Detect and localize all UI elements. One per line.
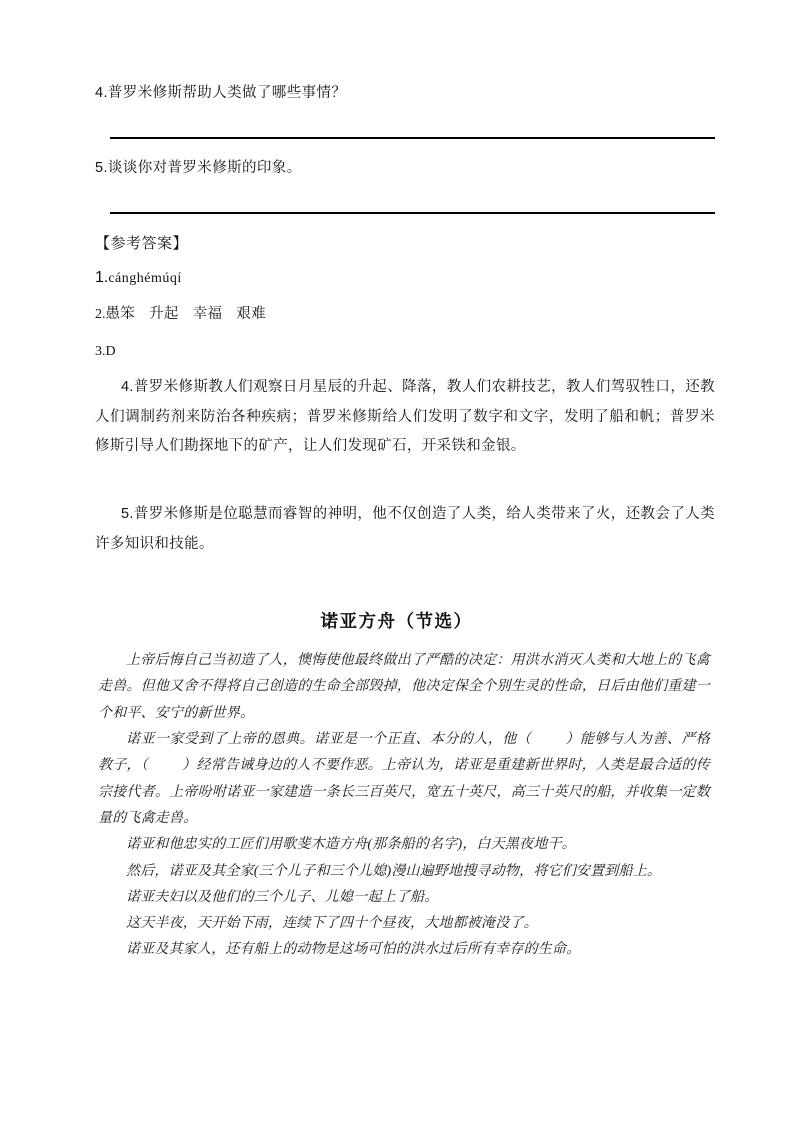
question-4-body: 普罗米修斯帮助人类做了哪些事情？ (107, 85, 347, 101)
answer-2-word-2: 升起 (149, 306, 179, 322)
answer-2-number: 2. (95, 307, 106, 322)
question-5-body: 谈谈你对普罗米修斯的印象。 (107, 160, 302, 176)
answer-item-2 (95, 303, 715, 326)
passage-paragraph-4: 然后，诺亚及其全家(三个儿子和三个儿媳)漫山遍野地搜寻动物，将它们安置到船上。 (126, 863, 662, 879)
passage-paragraph-6: 这天半夜，天开始下雨，连续下了四十个昼夜，大地都被淹没了。 (126, 916, 538, 932)
answer-1-pinyin-2: hé (136, 271, 151, 286)
answer-rule-4 (110, 137, 715, 139)
answer-2-word-4: 艰难 (236, 306, 266, 322)
question-5-number: 5. (95, 160, 108, 176)
question-4-number: 4. (95, 85, 108, 101)
reference-answer-heading: 【参考答案】 (95, 235, 189, 252)
passage-paragraph-3: 诺亚和他忠实的工匠们用歌斐木造方舟(那条船的名字)，白天黑夜地干。 (126, 837, 576, 853)
answer-3-choice: D (105, 344, 116, 359)
answer-4-text: 普罗米修斯教人们观察日月星辰的升起、降落，教人们农耕技艺，教人们驾驭牲口，还教人们调制药剂来防治各种疾病；普罗米修斯给人们发明了数字和文字，发明了船和帆；普罗米修斯引导人们勘探地下的矿产，让人们发现矿石，开采铁和金银。 (95, 379, 715, 455)
answer-2-word-3: 幸福 (192, 306, 223, 322)
passage-paragraph-2 (98, 727, 710, 832)
answer-5-text: 普罗米修斯是位聪慧而睿智的神明，他不仅创造了人类，给人类带来了火，还教会了人类许多知识和技能。 (95, 506, 715, 552)
passage-p2-part3: ）经常告诫身边的人不要作恶。上帝认为，诺亚是重建新世界时，人类是最合适的传宗接代者。上帝吩咐诺亚一家建造一条长三百英尺，宽五十英尺，高三十英尺的船，并收集一定数量的飞禽走兽。 (98, 758, 710, 826)
passage-title: 诺亚方舟（节选） (320, 611, 473, 631)
question-block-5 (95, 157, 715, 180)
question-block-4 (95, 82, 715, 105)
passage-paragraph-1: 上帝后悔自己当初造了人，懊悔使他最终做出了严酷的决定：用洪水消灭人类和大地上的飞禽走兽。但他又舍不得将自己创造的生命全部毁掉，他决定保全个别生灵的性命，日后由他们重建一个和平、安宁的新世界。 (98, 653, 710, 721)
answer-1-pinyin-3: mú (151, 271, 170, 286)
question-4-text (95, 82, 715, 105)
answer-item-1 (95, 269, 715, 287)
answer-item-5 (95, 500, 715, 559)
question-5-text (95, 157, 715, 180)
passage-p2-part2: ）能够与人为善、严格教子，（ (98, 731, 710, 774)
answer-1-number: 1. (95, 269, 109, 286)
answer-item-4 (95, 373, 715, 462)
answer-item-3 (95, 340, 715, 363)
passage-body (98, 648, 710, 964)
answer-3-number: 3. (95, 344, 106, 359)
answer-5-number: 5. (121, 506, 134, 522)
answer-1-pinyin-4: qí (169, 271, 182, 286)
passage-paragraph-5: 诺亚夫妇以及他们的三个儿子、儿媳一起上了船。 (126, 889, 439, 905)
answer-1-pinyin-1: cáng (108, 271, 137, 286)
answer-2-word-1: 愚笨 (105, 306, 136, 322)
answer-4-number: 4. (121, 379, 134, 395)
passage-p2-part1: 诺亚一家受到了上帝的恩典。诺亚是一个正直、本分的人，他（ (126, 731, 532, 747)
passage-paragraph-7: 诺亚及其家人，还有船上的动物是这场可怕的洪水过后所有幸存的生命。 (126, 942, 581, 958)
answer-rule-5 (110, 212, 715, 214)
